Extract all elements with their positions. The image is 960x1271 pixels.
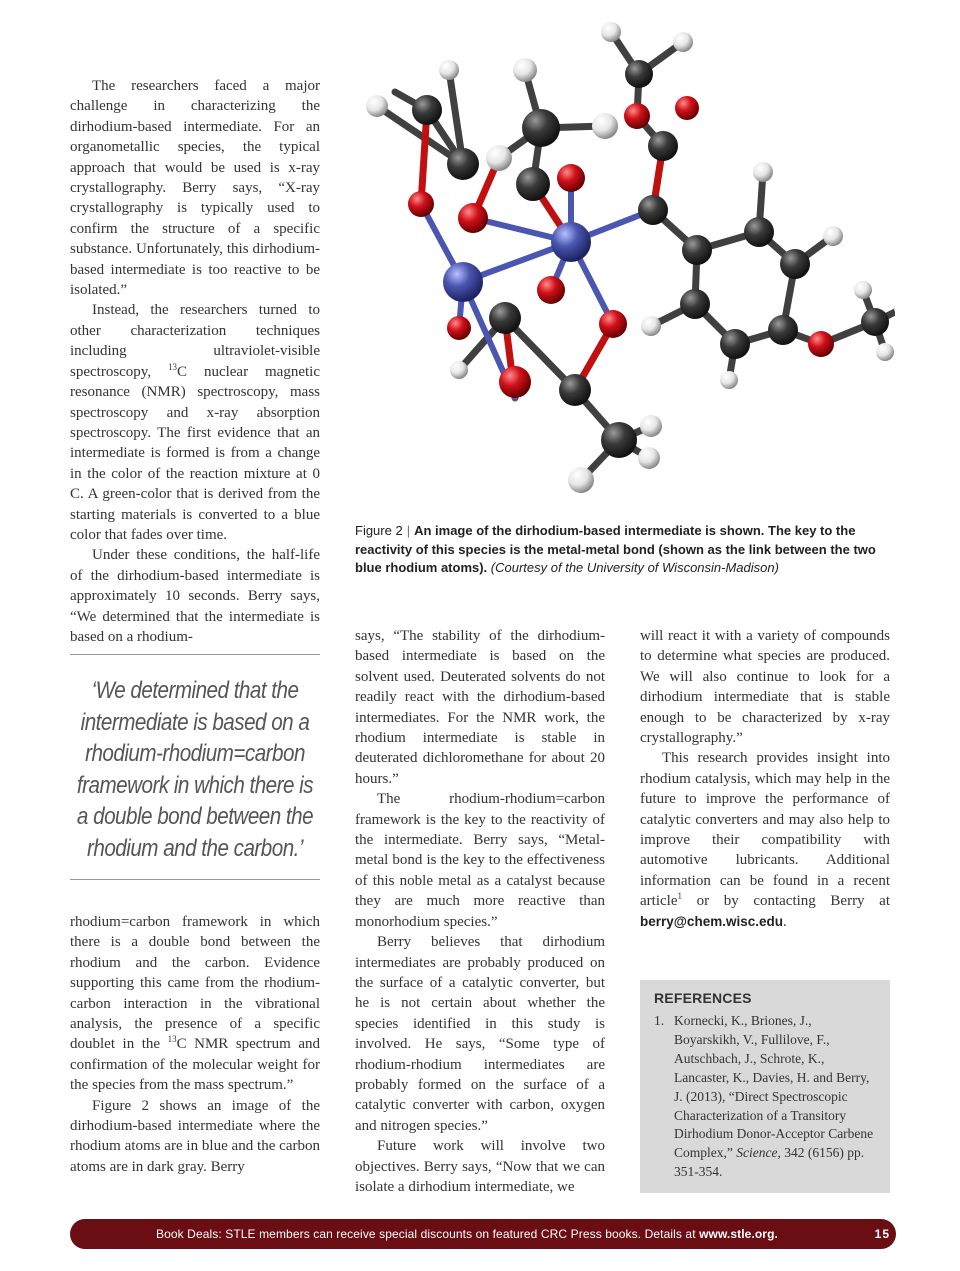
figure-caption bbox=[355, 522, 890, 578]
email-link[interactable]: berry@chem.wisc.edu bbox=[640, 913, 783, 929]
paragraph: Figure 2 shows an image of the dirhodium-based intermediate where the rhodium atoms are in blue and the carbon atoms are in dark gray. Berry bbox=[70, 1097, 320, 1175]
paragraph: will react it with a variety of compounds to determine what species are produced. We will also continue to look for a dirhodium intermediate that is stable enough to be characterized by x-ray crystallography.” bbox=[640, 628, 890, 747]
footer-link[interactable]: www.stle.org. bbox=[699, 1227, 778, 1241]
column-3 bbox=[640, 626, 890, 932]
molecule-figure bbox=[355, 18, 895, 508]
caption-text: An image of the dirhodium-based intermediate is shown. The key to the reactivity of this species is the metal-metal bond (shown as the link between the two blue rhodium atoms). bbox=[355, 523, 876, 575]
page-number: 15 bbox=[874, 1227, 890, 1241]
reference-number: 1. bbox=[654, 1013, 665, 1028]
paragraph: Instead, the researchers turned to other characterization techniques including ultraviolet-visible spectroscopy, $^{13}$C nuclear magnetic resonance (NMR) spectroscopy, mass spectroscopy and x-ray absorption spectroscopy. The first evidence that an intermediate is formed is from a change in the color of the reaction mixture at 0 C. A green-color that is derived from the starting materials is converted to a blue color that fades over time. bbox=[70, 302, 320, 543]
pull-quote bbox=[70, 654, 320, 880]
column-1-bottom bbox=[70, 912, 320, 1177]
paragraph: This research provides insight into rhodium catalysis, which may help in the future to improve the performance of catalytic converters and may also help to improve their compatibility with automotive lubricants. Additional information can be found in a recent article$^1$ or by contacting Berry at berry@chem.wisc.edu. bbox=[640, 750, 890, 930]
references-box bbox=[640, 980, 890, 1193]
column-2 bbox=[355, 626, 605, 1197]
reference-item bbox=[654, 1012, 876, 1182]
dirhodium-molecule-image bbox=[355, 18, 895, 508]
paragraph: The rhodium-rhodium=carbon framework is the key to the reactivity of the intermediate. Berry says, “Metal-metal bond is the key to the effectiveness of this noble metal as a catalyst because they are much more reactive than monorhodium species.” bbox=[355, 791, 605, 930]
pull-quote-text: ‘We determined that the intermediate is based on a rhodium-rhodium=carbon framework in which there is a double bond between the rhodium and the carbon.’ bbox=[76, 677, 314, 862]
footer-bar bbox=[70, 1219, 896, 1249]
paragraph: says, “The stability of the dirhodium-based intermediate is based on the solvent used. Deuterated solvents do not readily react with the dirhodium-based intermediates. For the NMR work, the rhodium intermediate is stable in deuterated dichloromethane for about 20 hours.” bbox=[355, 628, 605, 787]
figure-label: Figure 2 bbox=[355, 523, 403, 538]
caption-separator: | bbox=[406, 523, 411, 538]
column-1-top bbox=[70, 76, 320, 647]
reference-text: Kornecki, K., Briones, J., Boyarskikh, V., Fullilove, F., Autschbach, J., Schrote, K., Lancaster, K., Davies, H. and Berry, J. (2013), “Direct Spectroscopic Characterization of a Transitory Dirhodium Donor-Acceptor Carbene Complex,” Science, 342 (6156) pp. 351-354. bbox=[674, 1013, 874, 1180]
paragraph: Berry believes that dirhodium intermediates are probably produced on the surface of a catalytic converter, but he is not certain about whether the species identified in this study is involved. He says, “Some type of rhodium-rhodium intermediates are probably formed on the surface of a catalytic converter with carbon, oxygen and nitrogen species.” bbox=[355, 934, 605, 1134]
paragraph: rhodium=carbon framework in which there is a double bond between the rhodium and the carbon. Evidence supporting this came from the rhodium-carbon interaction in the vibrational analysis, the presence of a specific doublet in the $^{13}$C NMR spectrum and confirmation of the molecular weight for the species from the mass spectrum.” bbox=[70, 914, 320, 1094]
footer-text: Book Deals: STLE members can receive special discounts on featured CRC Press books. Details at www.stle.org. bbox=[156, 1227, 778, 1241]
paragraph: The researchers faced a major challenge in characterizing the dirhodium-based intermediate. For an organometallic species, the typical approach that would be used is x-ray crystallography. Berry says, “X-ray crystallography is typically used to confirm the structure of a specific substance. Unfortunately, this dirhodium-based intermediate is too reactive to be isolated.” bbox=[70, 78, 320, 299]
paragraph: Future work will involve two objectives. Berry says, “Now that we can isolate a dirhodium intermediate, we bbox=[355, 1138, 605, 1195]
references-title: REFERENCES bbox=[654, 990, 752, 1006]
caption-credit: (Courtesy of the University of Wisconsin-Madison) bbox=[490, 560, 779, 575]
paragraph: Under these conditions, the half-life of the dirhodium-based intermediate is approximately 10 seconds. Berry says, “We determined that the intermediate is based on a rhodium- bbox=[70, 547, 320, 645]
